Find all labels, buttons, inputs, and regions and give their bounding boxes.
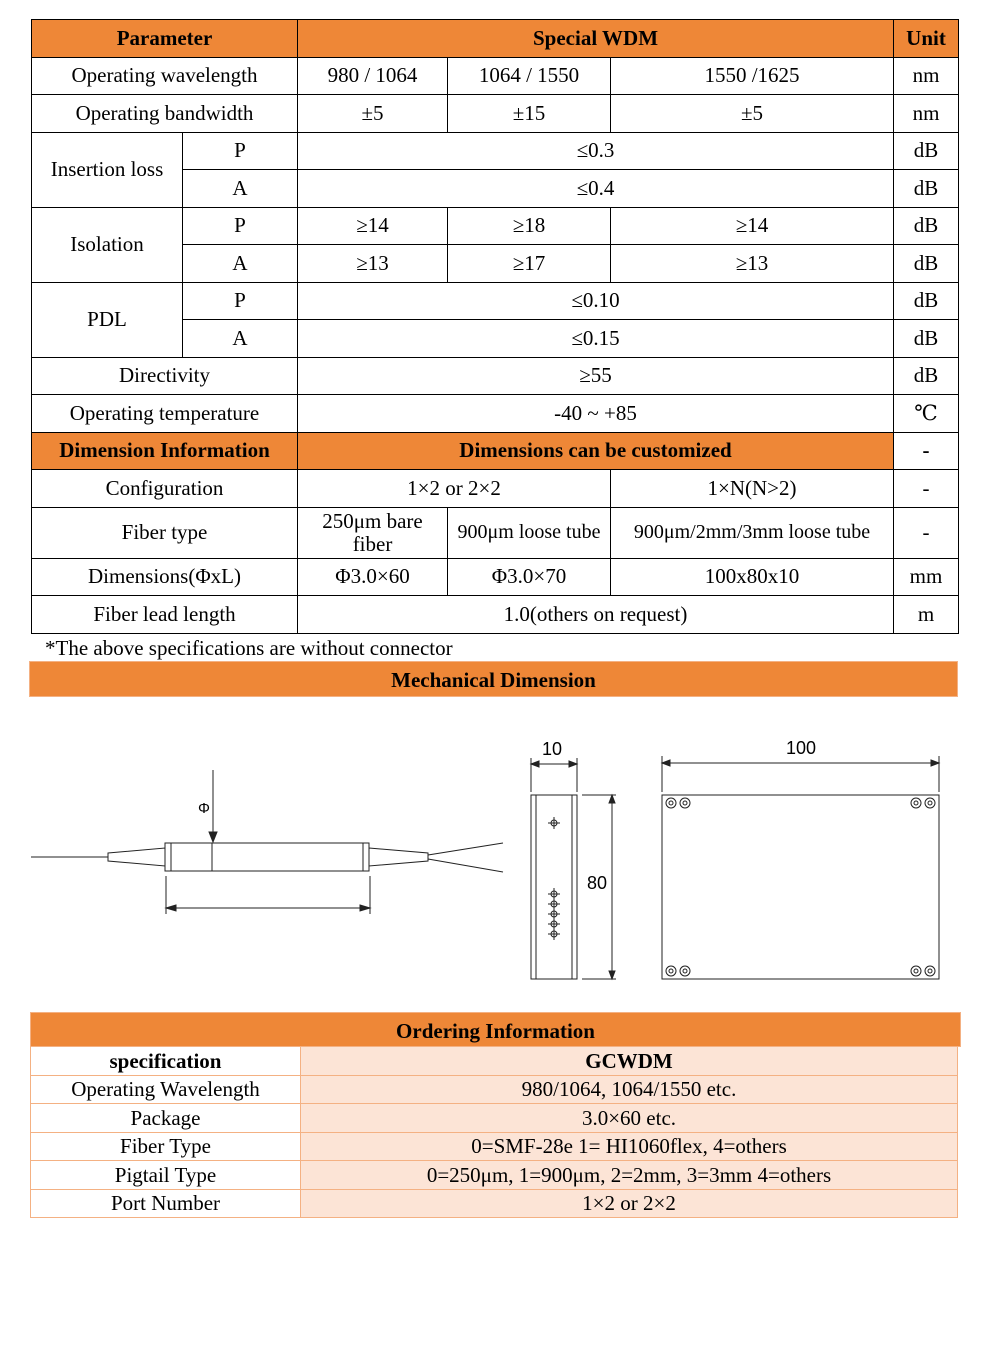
cell-value: ±5 xyxy=(611,95,894,133)
box-length-label: 100 xyxy=(786,738,817,758)
table-row xyxy=(32,507,959,558)
cell-value: 1064 / 1550 xyxy=(448,57,611,95)
row-label: Directivity xyxy=(32,357,298,395)
cell-unit: mm xyxy=(894,558,959,596)
row-label: Operating wavelength xyxy=(32,57,298,95)
cell-unit: dB xyxy=(894,170,959,208)
cell-value: ≥18 xyxy=(448,207,611,245)
row-label: Dimensions(ΦxL) xyxy=(32,558,298,596)
cell-unit: - xyxy=(894,470,959,508)
row-label: Configuration xyxy=(32,470,298,508)
dimension-info-header: Dimension Information xyxy=(32,432,298,470)
row-label: Isolation xyxy=(32,207,183,282)
table-row xyxy=(32,282,959,320)
cell-unit: - xyxy=(894,432,959,470)
unit-header: Unit xyxy=(894,20,959,58)
box-width-label: 10 xyxy=(542,739,563,759)
mechanical-drawing xyxy=(0,700,990,1000)
box-height-label: 80 xyxy=(587,873,608,893)
ordering-header-row xyxy=(31,1047,958,1076)
cell-unit: dB xyxy=(894,357,959,395)
product-header: Special WDM xyxy=(298,20,894,58)
cell-unit: - xyxy=(894,507,959,558)
table-row xyxy=(32,558,959,596)
cell-unit: dB xyxy=(894,207,959,245)
ordering-label: Fiber Type xyxy=(31,1132,301,1161)
mechanical-dimension-title: Mechanical Dimension xyxy=(29,661,958,697)
cell-value: 1×N(N>2) xyxy=(611,470,894,508)
cell-unit: dB xyxy=(894,245,959,283)
ordering-header-label: specification xyxy=(31,1047,301,1076)
cell-value: Φ3.0×60 xyxy=(298,558,448,596)
cell-value: 900μm/2mm/3mm loose tube xyxy=(611,507,894,558)
sub-label: P xyxy=(183,207,298,245)
cell-value: ≤0.4 xyxy=(298,170,894,208)
cell-value: 1.0(others on request) xyxy=(298,596,894,634)
sub-label: A xyxy=(183,245,298,283)
cell-value: -40 ~ +85 xyxy=(298,395,894,433)
cell-unit: m xyxy=(894,596,959,634)
row-label: Operating bandwidth xyxy=(32,95,298,133)
cell-value: ±5 xyxy=(298,95,448,133)
sub-label: P xyxy=(183,282,298,320)
sub-label: P xyxy=(183,132,298,170)
cell-value: ≥17 xyxy=(448,245,611,283)
sub-label: A xyxy=(183,320,298,358)
ordering-value: 1×2 or 2×2 xyxy=(301,1189,958,1218)
cell-value: Φ3.0×70 xyxy=(448,558,611,596)
cell-value: ≥14 xyxy=(298,207,448,245)
cell-value: ≥55 xyxy=(298,357,894,395)
table-row xyxy=(31,1075,958,1104)
cell-value: 1550 /1625 xyxy=(611,57,894,95)
spec-header-row xyxy=(32,20,959,58)
cell-value: ≤0.3 xyxy=(298,132,894,170)
table-row xyxy=(31,1189,958,1218)
cell-unit: ℃ xyxy=(894,395,959,433)
box-top-view-drawing xyxy=(662,756,939,979)
cell-unit: dB xyxy=(894,320,959,358)
row-label: PDL xyxy=(32,282,183,357)
cell-value: ≤0.10 xyxy=(298,282,894,320)
ordering-table xyxy=(30,1046,958,1218)
table-row xyxy=(32,132,959,170)
ordering-header-value: GCWDM xyxy=(301,1047,958,1076)
ordering-label: Package xyxy=(31,1104,301,1133)
table-row xyxy=(32,395,959,433)
cell-value: 900μm loose tube xyxy=(448,507,611,558)
dimension-header-row xyxy=(32,432,959,470)
ordering-label: Port Number xyxy=(31,1189,301,1218)
table-row xyxy=(31,1132,958,1161)
cell-value: 1×2 or 2×2 xyxy=(298,470,611,508)
cell-value: 980 / 1064 xyxy=(298,57,448,95)
cell-unit: nm xyxy=(894,95,959,133)
ordering-value: 0=250μm, 1=900μm, 2=2mm, 3=3mm 4=others xyxy=(301,1161,958,1190)
box-side-view-drawing xyxy=(531,758,616,979)
ordering-value: 3.0×60 etc. xyxy=(301,1104,958,1133)
ordering-information-title: Ordering Information xyxy=(30,1012,961,1047)
table-row xyxy=(32,95,959,133)
dimension-custom-header: Dimensions can be customized xyxy=(298,432,894,470)
table-row xyxy=(31,1161,958,1190)
specification-table xyxy=(31,19,959,634)
cell-value: 100x80x10 xyxy=(611,558,894,596)
row-label: Fiber lead length xyxy=(32,596,298,634)
row-label: Insertion loss xyxy=(32,132,183,207)
cell-unit: dB xyxy=(894,282,959,320)
tube-diameter-symbol: Φ xyxy=(198,800,210,817)
table-row xyxy=(32,470,959,508)
cell-value: ≥13 xyxy=(611,245,894,283)
cell-value: ±15 xyxy=(448,95,611,133)
row-label: Operating temperature xyxy=(32,395,298,433)
table-row xyxy=(32,596,959,634)
ordering-label: Operating Wavelength xyxy=(31,1075,301,1104)
cell-value: 250μm bare fiber xyxy=(298,507,448,558)
cell-unit: nm xyxy=(894,57,959,95)
cell-value: ≥14 xyxy=(611,207,894,245)
cell-value: ≤0.15 xyxy=(298,320,894,358)
spec-note: *The above specifications are without connector xyxy=(45,636,453,660)
table-row xyxy=(31,1104,958,1133)
ordering-label: Pigtail Type xyxy=(31,1161,301,1190)
table-row xyxy=(32,357,959,395)
table-row xyxy=(32,207,959,245)
ordering-value: 0=SMF-28e 1= HI1060flex, 4=others xyxy=(301,1132,958,1161)
table-row xyxy=(32,57,959,95)
tube-coupler-drawing xyxy=(31,770,503,914)
cell-unit: dB xyxy=(894,132,959,170)
cell-value: ≥13 xyxy=(298,245,448,283)
row-label: Fiber type xyxy=(32,507,298,558)
parameter-header: Parameter xyxy=(32,20,298,58)
ordering-value: 980/1064, 1064/1550 etc. xyxy=(301,1075,958,1104)
sub-label: A xyxy=(183,170,298,208)
